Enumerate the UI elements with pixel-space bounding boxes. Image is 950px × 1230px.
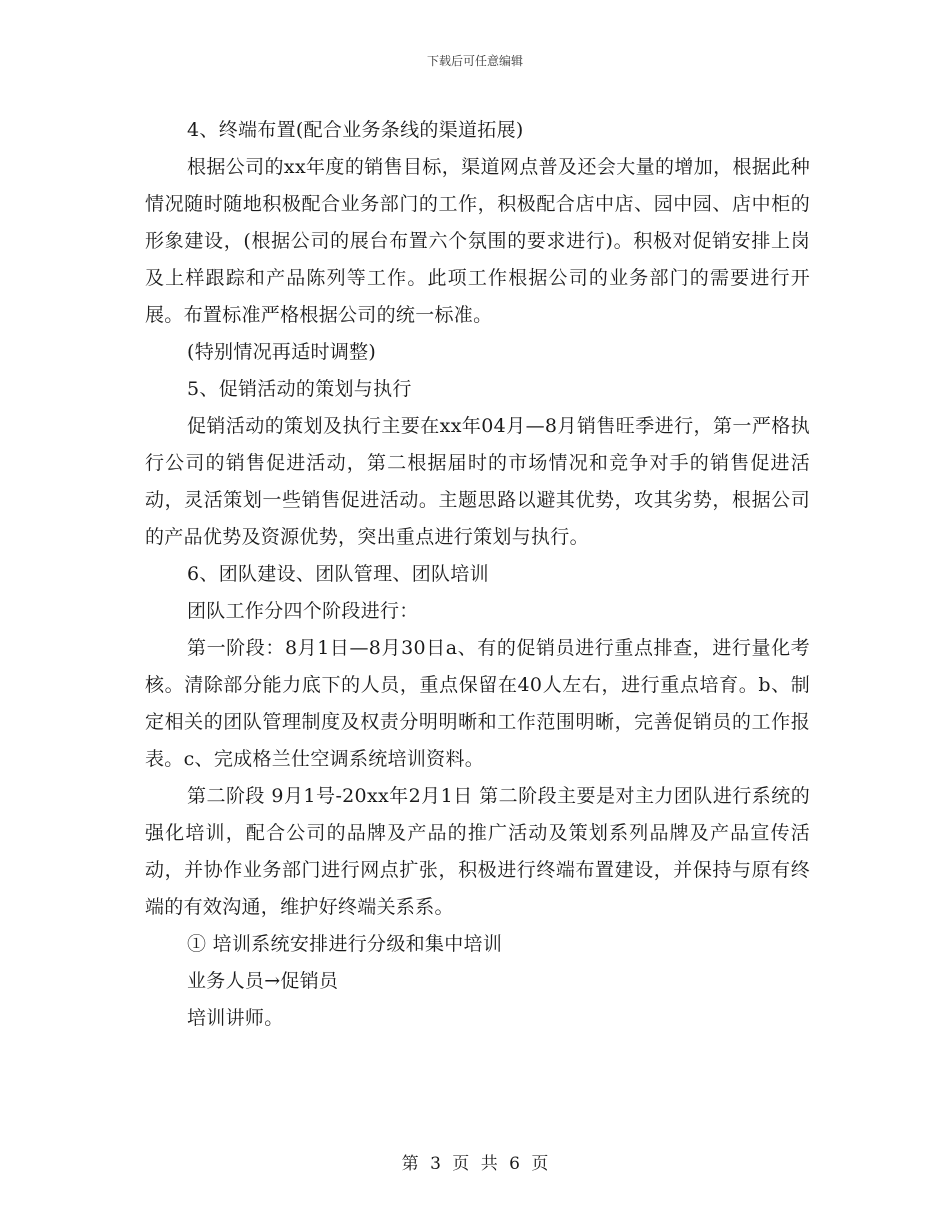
- note-special-adjustment: (特别情况再适时调整): [187, 341, 377, 363]
- document-body: [145, 112, 810, 1037]
- page-header: 下载后可任意编辑: [426, 54, 523, 68]
- page-number-footer: 第 3 页 共 6 页: [401, 1154, 549, 1174]
- paragraph-terminal-layout: 根据公司的xx年度的销售目标，渠道网点普及还会大量的增加，根据此种情况随时随地积极配合业务部门的工作，积极配合店中店、园中园、店中柜的形象建设，(根据公司的展台布置六个氛围的要求进行)。积极对促销安排上岗及上样跟踪和产品陈列等工作。此项工作根据公司的业务部门的需要进行开展。布置标准严格根据公司的统一标准。: [145, 156, 810, 326]
- paragraph-promotion-planning: 促销活动的策划及执行主要在xx年04月—8月销售旺季进行，第一严格执行公司的销售促进活动，第二根据届时的市场情况和竞争对手的销售促进活动，灵活策划一些销售促进活动。主题思路以避其优势，攻其劣势，根据公司的产品优势及资源优势，突出重点进行策划与执行。: [145, 415, 810, 548]
- paragraph-team-phases-intro: 团队工作分四个阶段进行：: [187, 600, 419, 622]
- paragraph-phase-one: 第一阶段：8月1日—8月30日a、有的促销员进行重点排查，进行量化考核。清除部分能力底下的人员，重点保留在40人左右，进行重点培育。b、制定相关的团队管理制度及权责分明明晰和工作范围明晰，完善促销员的工作报表。c、完成格兰仕空调系统培训资料。: [145, 637, 810, 770]
- heading-terminal-layout: 4、终端布置(配合业务条线的渠道拓展): [187, 119, 524, 141]
- list-item-trainer: 培训讲师。: [187, 1007, 284, 1029]
- paragraph-phase-two: 第二阶段 9月1号-20xx年2月1日 第二阶段主要是对主力团队进行系统的强化培训，配合公司的品牌及产品的推广活动及策划系列品牌及产品宣传活动，并协作业务部门进行网点扩张，积极进行终端布置建设，并保持与原有终端的有效沟通，维护好终端关系系。: [145, 785, 810, 918]
- list-item-training-system: ① 培训系统安排进行分级和集中培训: [187, 933, 503, 955]
- heading-team-building: 6、团队建设、团队管理、团队培训: [187, 563, 489, 585]
- list-item-staff-flow: 业务人员→促销员: [187, 970, 339, 992]
- heading-promotion-planning: 5、促销活动的策划与执行: [187, 378, 412, 400]
